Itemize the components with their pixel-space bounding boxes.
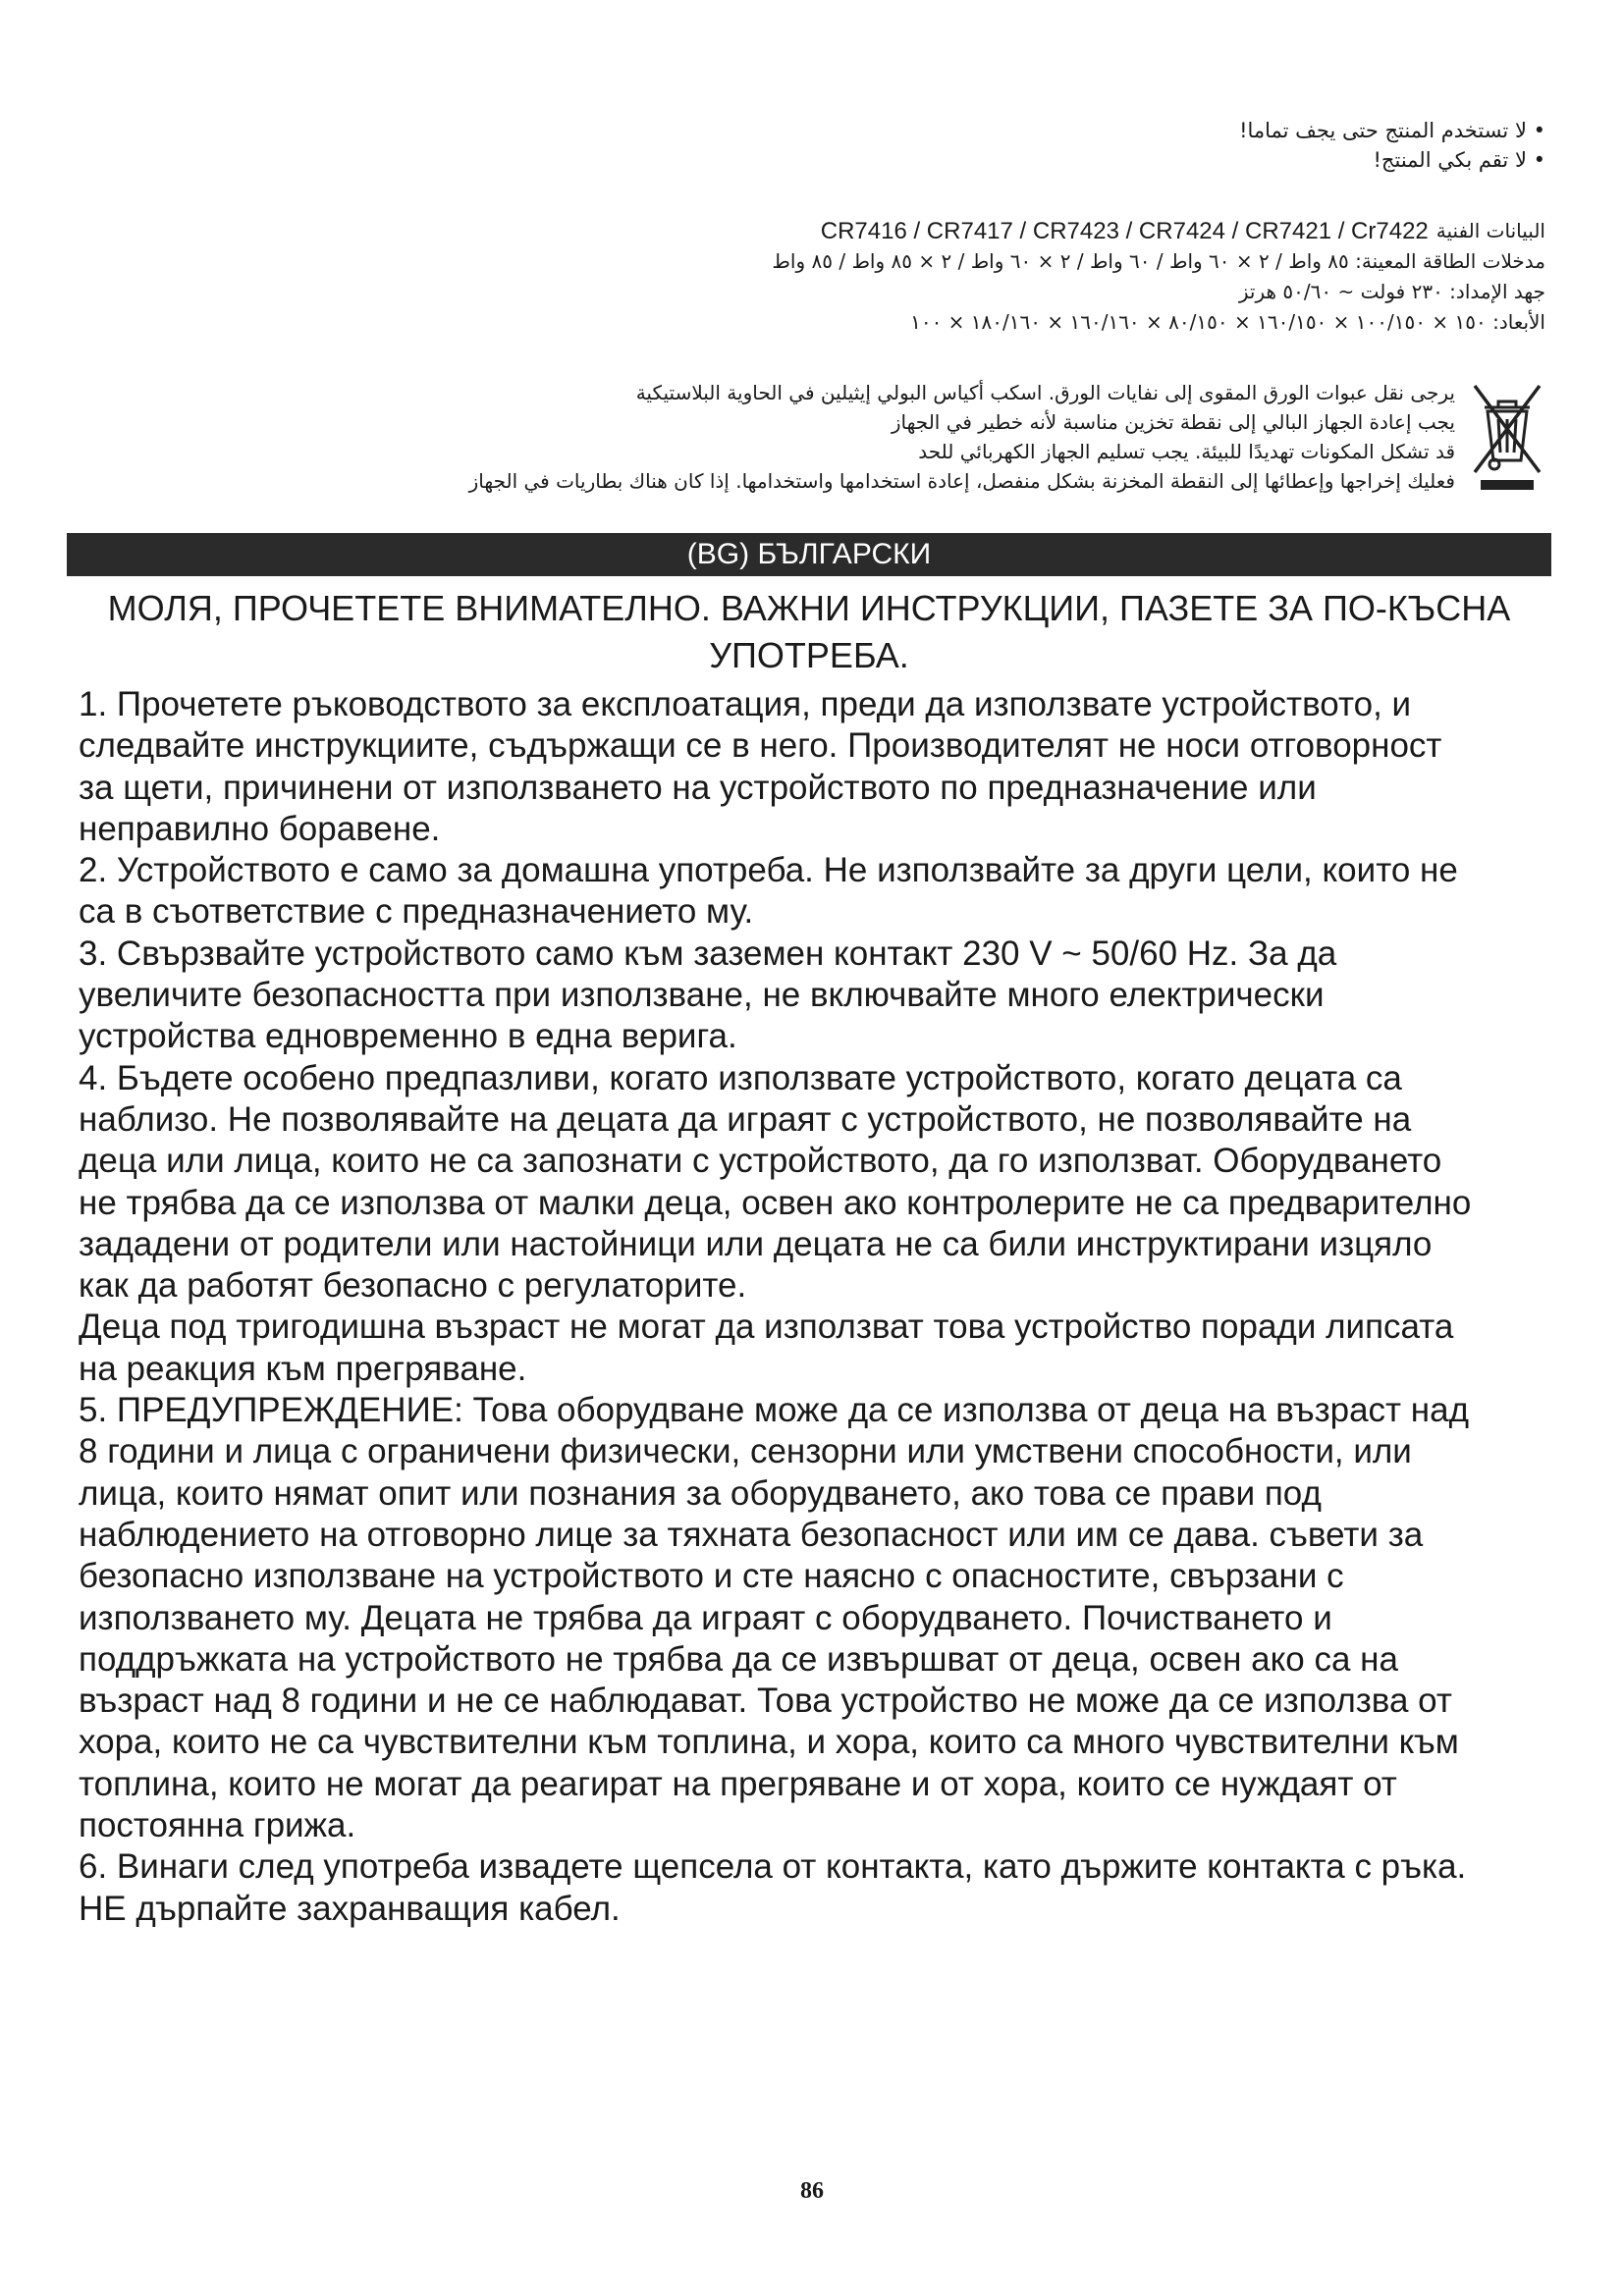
instruction-line: наблизо. Не позволявайте на децата да играят с устройството, не позволявайте на	[79, 1099, 1412, 1139]
heading-line: МОЛЯ, ПРОЧЕТЕТЕ ВНИМАТЕЛНО. ВАЖНИ ИНСТРУКЦИИ, ПАЗЕТЕ ЗА ПО-КЪСНА	[107, 588, 1511, 628]
instruction-line: са в съответствие с предназначението му.	[79, 892, 754, 932]
safety-heading	[67, 585, 1551, 679]
instruction-line: наблюдението на отговорно лице за тяхната безопасност или им се дава. съвети за	[79, 1515, 1424, 1554]
model-numbers: CR7416 / CR7417 / CR7423 / CR7424 / CR7421 / Cr7422	[820, 218, 1429, 244]
instruction-line: на реакция към прегряване.	[79, 1349, 527, 1388]
instruction-line: възраст над 8 години и не се наблюдават. Това устройство не може да се използва от	[79, 1682, 1452, 1721]
instruction-line: постоянна грижа.	[79, 1806, 356, 1845]
heading-line: УПОТРЕБА.	[709, 635, 909, 675]
crossed-out-wheelie-bin-icon	[1469, 378, 1545, 494]
instruction-line: не трябва да се използва от малки деца, освен ако контролерите не са предварително	[79, 1183, 1472, 1222]
models-label: البيانات الفنية	[1435, 219, 1545, 242]
recycling-line: يجب إعادة الجهاز البالي إلى نقطة تخزين مناسبة لأنه خطير في الجهاز	[891, 410, 1455, 434]
page-number: 86	[800, 2178, 824, 2204]
recycling-text	[100, 378, 1455, 496]
recycling-line: فعليك إخراجها وإعطائها إلى النقطة المخزنة بشكل منفصل، إعادة استخدامها واستخدامها. إذا كان هناك بطاريات في الجهاز	[468, 469, 1455, 493]
recycling-line: قد تشكل المكونات تهديدًا للبيئة. يجب تسليم الجهاز الكهربائي للحد	[918, 440, 1455, 463]
instruction-line: 1. Прочетете ръководството за експлоатация, преди да използвате устройството, и	[79, 685, 1412, 723]
arabic-technical-data	[564, 216, 1545, 338]
voltage-line: جهد الإمداد: ٢٣٠ فولت ~ ٥٠/٦٠ هرتز	[1238, 280, 1545, 303]
instruction-line: 4. Бъдете особено предпазливи, когато използвате устройството, когато децата са	[79, 1058, 1402, 1097]
instruction-line: топлина, които не могат да реагират на прегряване и от хора, които се нуждаят от	[79, 1764, 1397, 1803]
instruction-line: 6. Винаги след употреба извадете щепсела от контакта, като държите контакта с ръка.	[79, 1847, 1467, 1887]
instruction-line: безопасно използване на устройството и сте наясно с опасностите, свързани с	[79, 1557, 1344, 1596]
instruction-line: устройства едновременно в една верига.	[79, 1017, 737, 1056]
instruction-line: 2. Устройството е само за домашна употреба. Не използвайте за други цели, които не	[79, 851, 1458, 890]
instruction-line: зададени от родители или настойници или децата не са били инструктирани изцяло	[79, 1224, 1433, 1263]
arabic-warning-line: • لا تقم بكي المنتج!	[1373, 148, 1545, 172]
arabic-warning-line: • لا تستخدم المنتج حتى يجف تماما!	[1239, 119, 1545, 142]
arabic-warnings	[564, 116, 1545, 175]
safety-instructions	[79, 684, 1561, 1930]
power-line: مدخلات الطاقة المعينة: ٨٥ واط / ٢ × ٦٠ واط / ٦٠ واط / ٢ × ٦٠ واط / ٢ × ٨٥ واط / ٨٥ واط	[772, 249, 1545, 273]
recycling-line: يرجى نقل عبوات الورق المقوى إلى نفايات الورق. اسكب أكياس البولي إيثيلين في الحاوية البلاستيكية	[635, 381, 1455, 404]
instruction-line: лица, които нямат опит или познания за оборудването, ако това се прави под	[79, 1473, 1322, 1513]
models-line	[564, 216, 1545, 246]
instruction-line: как да работят безопасно с регулаторите.	[79, 1266, 747, 1306]
instruction-line: неправилно боравене.	[79, 809, 441, 848]
language-section-bar: (BG) БЪЛГАРСКИ	[67, 533, 1551, 576]
dimensions-line: الأبعاد: ١٥٠ × ١٠٠/١٥٠ × ١٦٠/١٥٠ × ٨٠/١٥٠ × ١٦٠/١٦٠ × ١٨٠/١٦٠ × ١٠٠	[910, 310, 1545, 334]
instruction-line: 5. ПРЕДУПРЕЖДЕНИЕ: Това оборудване може да се използва от деца на възраст над	[79, 1391, 1470, 1430]
instruction-line: поддръжката на устройството не трябва да се извършват от деца, освен ако са на	[79, 1639, 1398, 1679]
instruction-line: НЕ дърпайте захранващия кабел.	[79, 1889, 621, 1928]
instruction-line: следвайте инструкциите, съдържащи се в него. Производителят не носи отговорност	[79, 726, 1442, 766]
instruction-line: за щети, причинени от използването на устройството по предназначение или	[79, 768, 1317, 807]
instruction-line: увеличите безопасността при използване, не включвайте много електрически	[79, 976, 1325, 1015]
instruction-line: хора, които не са чувствителни към топлина, и хора, които са много чувствителни към	[79, 1723, 1459, 1762]
instruction-line: 3. Свързвайте устройството само към заземен контакт 230 V ~ 50/60 Hz. За да	[79, 934, 1337, 973]
instruction-line: използването му. Децата не трябва да играят с оборудването. Почистването и	[79, 1598, 1332, 1637]
recycling-notice	[100, 378, 1545, 496]
instruction-line: Деца под тригодишна възраст не могат да използват това устройство поради липсата	[79, 1308, 1454, 1347]
instruction-line: 8 години и лица с ограничени физически, сензорни или умствени способности, или	[79, 1432, 1412, 1471]
instruction-line: деца или лица, които не са запознати с устройството, да го използват. Оборудването	[79, 1142, 1442, 1181]
